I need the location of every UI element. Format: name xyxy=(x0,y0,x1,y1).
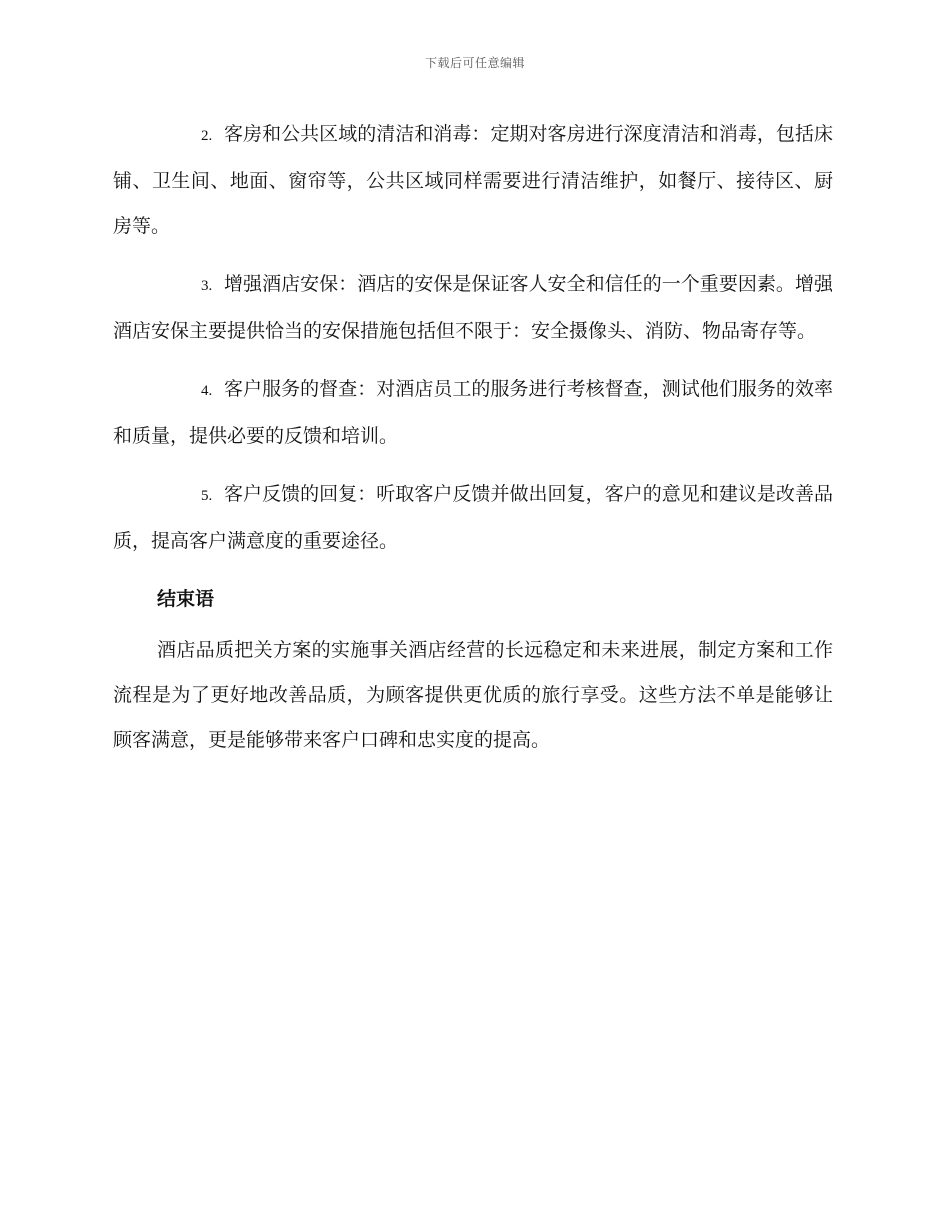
list-item-text: 客户服务的督查：对酒店员工的服务进行考核督查，测试他们服务的效率和质量，提供必要的反馈和培训。 xyxy=(113,378,833,447)
page-header: 下载后可任意编辑 xyxy=(424,56,525,70)
list-item-text: 客房和公共区域的清洁和消毒：定期对客房进行深度清洁和消毒，包括床铺、卫生间、地面、窗帘等，公共区域同样需要进行清洁维护，如餐厅、接待区、厨房等。 xyxy=(113,123,833,237)
list-item-4 xyxy=(113,367,833,459)
list-item-3 xyxy=(113,262,833,354)
list-item-text: 客户反馈的回复：听取客户反馈并做出回复，客户的意见和建议是改善品质，提高客户满意度的重要途径。 xyxy=(113,483,833,552)
section-heading-conclusion: 结束语 xyxy=(157,588,215,610)
list-item-2 xyxy=(113,112,833,249)
list-item-text: 增强酒店安保：酒店的安保是保证客人安全和信任的一个重要因素。增强酒店安保主要提供恰当的安保措施包括但不限于：安全摄像头、消防、物品寄存等。 xyxy=(113,273,833,342)
list-item-5 xyxy=(113,472,833,564)
list-number: 4. xyxy=(201,383,213,399)
conclusion-paragraph: 酒店品质把关方案的实施事关酒店经营的长远稳定和未来进展，制定方案和工作流程是为了更好地改善品质，为顾客提供更优质的旅行享受。这些方法不单是能够让顾客满意，更是能够带来客户口碑和忠实度的提高。 xyxy=(113,639,833,751)
document-body xyxy=(113,112,833,763)
list-number: 2. xyxy=(201,128,213,144)
list-number: 5. xyxy=(201,488,213,504)
list-number: 3. xyxy=(201,278,213,294)
